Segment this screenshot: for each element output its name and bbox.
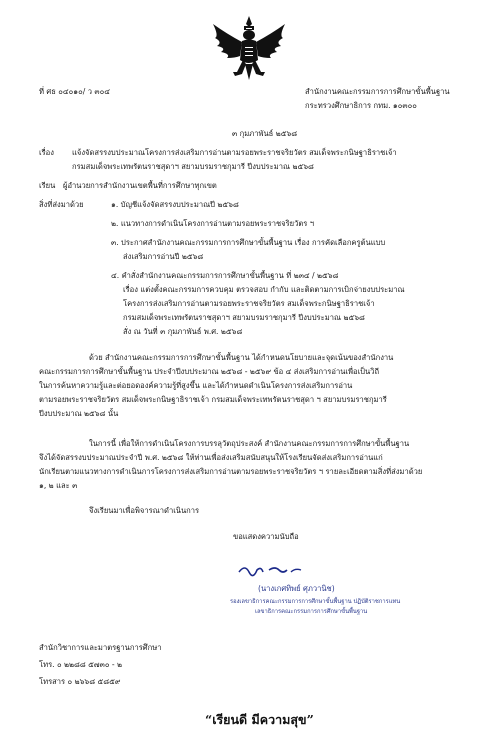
contact-phone: โทร. ๐ ๒๒๘๘ ๕๗๓๐ - ๒ bbox=[39, 660, 123, 669]
paragraph-1-line-1: ด้วย สำนักงานคณะกรรมการการศึกษาขั้นพื้นฐาน ได้กำหนดนโยบายและจุดเน้นของสำนักงาน bbox=[89, 353, 394, 362]
motto: “เรียนดี มีความสุข” bbox=[205, 712, 314, 727]
paragraph-2-line-1: ในการนี้ เพื่อให้การดำเนินโครงการบรรลุวัตถุประสงค์ สำนักงานคณะกรรมการการศึกษาขั้นพื้นฐาน bbox=[89, 439, 410, 448]
subject-line-1: แจ้งจัดสรรงบประมาณโครงการส่งเสริมการอ่านตามรอยพระราชจริยวัตร สมเด็จพระกนิษฐาธิราชเจ้า bbox=[72, 148, 397, 157]
subject-line-2: กรมสมเด็จพระเทพรัตนราชสุดาฯ สยามบรมราชกุมารี ปีงบประมาณ ๒๕๖๘ bbox=[72, 162, 314, 171]
attachments-label: สิ่งที่ส่งมาด้วย bbox=[39, 200, 84, 209]
paragraph-1-line-3: ในการค้นหาความรู้และต่อยอดองค์ความรู้ที่สูงขึ้น และได้กำหนดดำเนินโครงการส่งเสริมการอ่าน bbox=[39, 381, 353, 390]
issuing-office: สำนักงานคณะกรรมการการศึกษาขั้นพื้นฐาน bbox=[305, 87, 450, 96]
attachment-item-3-line-2: ส่งเสริมการอ่านปี ๒๕๖๘ bbox=[123, 252, 204, 261]
paragraph-2-line-3: นักเรียนตามแนวทางการดำเนินการโครงการส่งเสริมการอ่านตามรอยพระราชจริยวัตร ฯ รายละเอียดตามสิ่งที่ส่งมาด้วย bbox=[39, 467, 423, 476]
paragraph-2-line-2: จึงได้จัดสรรงบประมาณประจำปี พ.ศ. ๒๕๖๘ ให้ท่านเพื่อส่งเสริมสนับสนุนให้โรงเรียนจัดส่งเสริมการอ่านแก่ bbox=[39, 453, 383, 462]
attachment-item-3-line-1: ๓. ประกาศสำนักงานคณะกรรมการการศึกษาขั้นพื้นฐาน เรื่อง การคัดเลือกครูต้นแบบ bbox=[111, 238, 386, 247]
office-address: กระทรวงศึกษาธิการ กทม. ๑๐๓๐๐ bbox=[305, 101, 417, 110]
paragraph-1-line-5: ปีงบประมาณ ๒๕๖๘ นั้น bbox=[39, 409, 119, 418]
contact-fax: โทรสาร ๐ ๒๖๖๘ ๕๘๕๙ bbox=[39, 677, 121, 686]
attachment-item-2: ๒. แนวทางการดำเนินโครงการอ่านตามรอยพระราชจริยวัตร ฯ bbox=[111, 219, 315, 228]
signatory-title-line-2: เลขาธิการคณะกรรมการการศึกษาขั้นพื้นฐาน bbox=[255, 609, 368, 615]
attachment-item-1: ๑. บัญชีแจ้งจัดสรรงบประมาณปี ๒๕๖๘ bbox=[111, 200, 239, 209]
signatory-name: (นางเกศทิพย์ ศุภวานิช) bbox=[258, 584, 335, 593]
attachment-item-4-line-5: สั่ง ณ วันที่ ๓ กุมภาพันธ์ พ.ศ. ๒๕๖๘ bbox=[123, 327, 243, 336]
signatory-title-line-1: รองเลขาธิการคณะกรรมการการศึกษาขั้นพื้นฐาน ปฏิบัติราชการแทน bbox=[230, 599, 401, 605]
document-date: ๓ กุมภาพันธ์ ๒๕๖๘ bbox=[232, 129, 298, 138]
document-number: ที่ ศธ ๐๔๐๑๐/ ว ๓๐๔ bbox=[39, 87, 110, 96]
paragraph-2-line-4: ๑, ๒ และ ๓ bbox=[39, 481, 78, 490]
attachment-item-4-line-2: เรื่อง แต่งตั้งคณะกรรมการควบคุม ตรวจสอบ กำกับ และติดตามการเบิกจ่ายงบประมาณ bbox=[123, 285, 405, 294]
attachment-item-4-line-4: กรมสมเด็จพระเทพรัตนราชสุดาฯ สยามบรมราชกุมารี ปีงบประมาณ ๒๕๖๘ bbox=[123, 313, 365, 322]
closing-request: จึงเรียนมาเพื่อพิจารณาดำเนินการ bbox=[89, 506, 200, 515]
salutation: ขอแสดงความนับถือ bbox=[233, 532, 299, 541]
attachment-item-4-line-3: โครงการส่งเสริมการอ่านตามรอยพระราชจริยวัตร สมเด็จพระกนิษฐาธิราชเจ้า bbox=[123, 299, 375, 308]
attachment-item-4-line-1: ๔. คำสั่งสำนักงานคณะกรรมการการศึกษาขั้นพื้นฐาน ที่ ๒๓๔ / ๒๕๖๘ bbox=[111, 271, 339, 280]
garuda-emblem-icon bbox=[209, 14, 289, 84]
recipient-label: เรียน bbox=[39, 181, 56, 190]
paragraph-1-line-4: ตามรอยพระราชจริยวัตร สมเด็จพระกนิษฐาธิราชเจ้า กรมสมเด็จพระเทพรัตนราชสุดา ฯ สยามบรมราชกุมารี bbox=[39, 395, 387, 404]
subject-label: เรื่อง bbox=[39, 148, 54, 157]
recipient-text: ผู้อำนวยการสำนักงานเขตพื้นที่การศึกษาทุกเขต bbox=[63, 181, 217, 190]
handwritten-signature-icon bbox=[235, 558, 305, 580]
contact-unit: สำนักวิชาการและมาตรฐานการศึกษา bbox=[39, 643, 162, 652]
paragraph-1-line-2: คณะกรรมการการศึกษาขั้นพื้นฐาน ประจำปีงบประมาณ ๒๕๖๘ - ๒๕๖๙ ข้อ ๔ ส่งเสริมการอ่านเพื่อเป็นวิถี bbox=[39, 367, 380, 376]
